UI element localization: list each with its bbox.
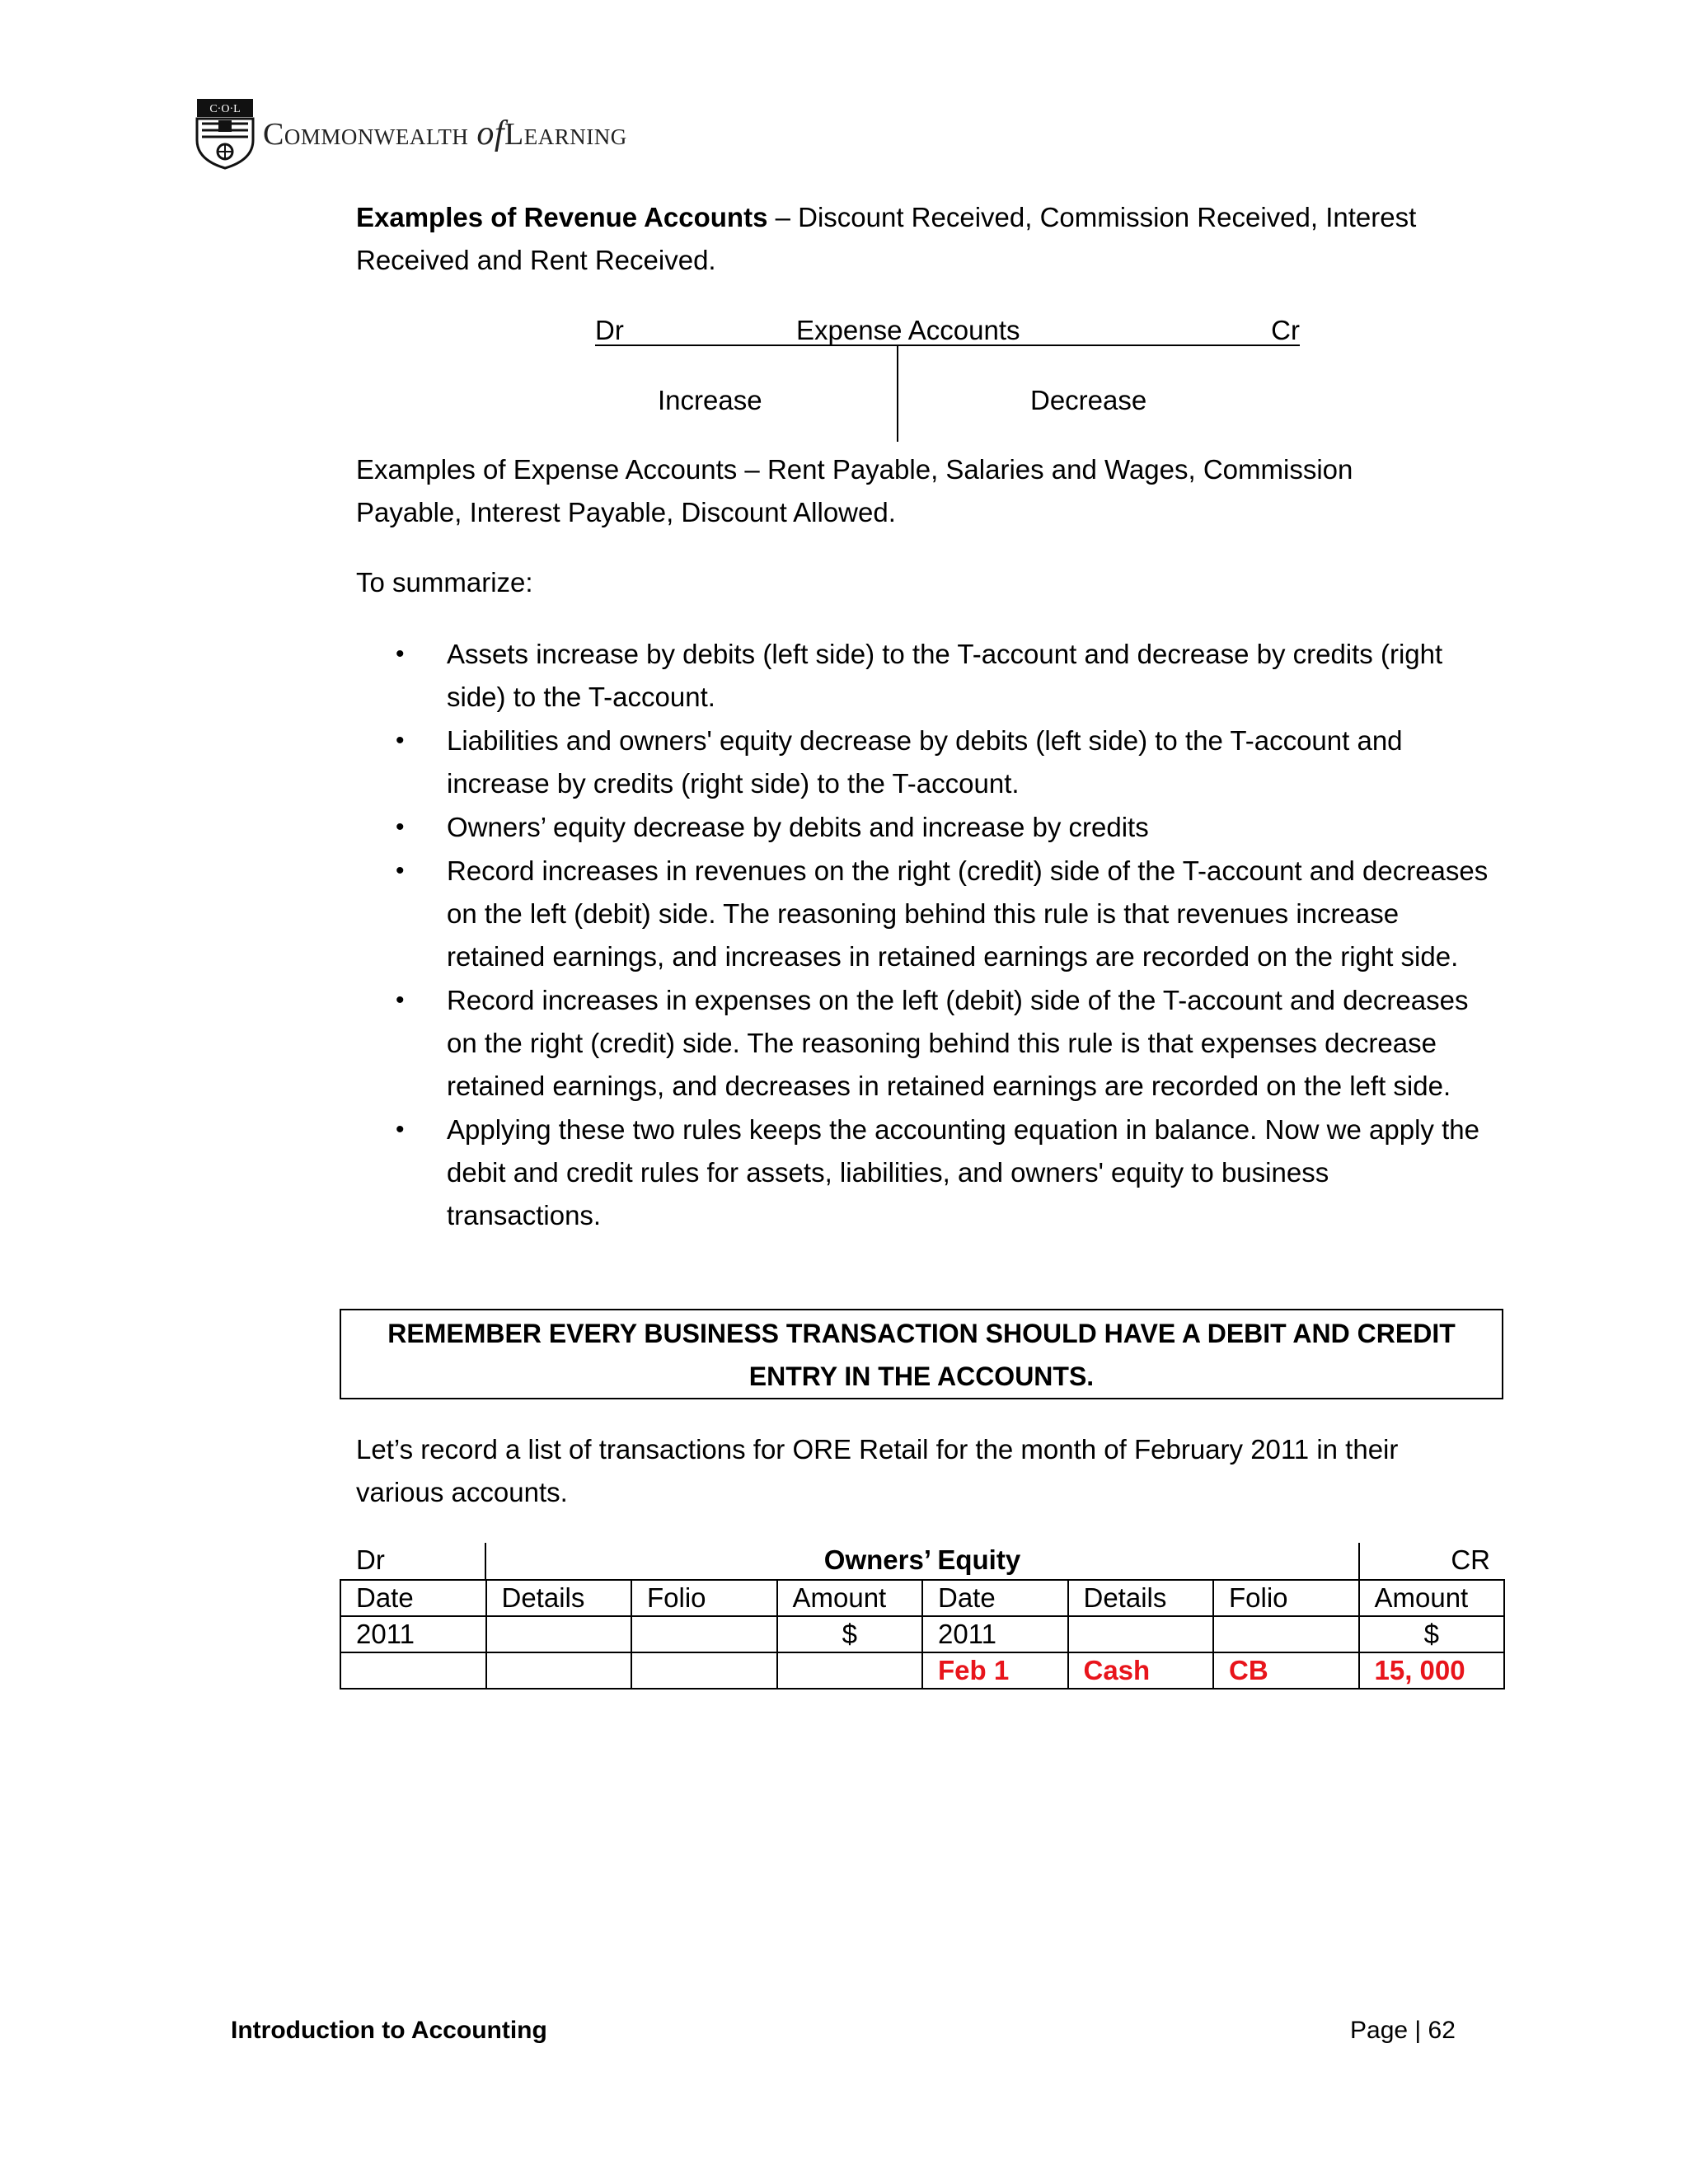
- t-account-title: Expense Accounts: [796, 315, 1020, 345]
- footer-course-title: Introduction to Accounting: [231, 2017, 547, 2044]
- table-cell: 2011: [922, 1616, 1068, 1652]
- column-header: Date: [340, 1580, 486, 1616]
- table-cell: [1213, 1616, 1359, 1652]
- list-item: • Assets increase by debits (left side) to the T-account and decrease by credits (right side) to the T-account.: [394, 633, 1490, 719]
- table-cell: [340, 1652, 486, 1689]
- ledger-dr: Dr: [356, 1544, 385, 1575]
- table-row: [340, 1652, 1504, 1689]
- summary-intro: To summarize:: [356, 567, 533, 598]
- table-cell: Feb 1: [922, 1652, 1068, 1689]
- table-cell: [1068, 1616, 1214, 1652]
- table-cell: [486, 1616, 632, 1652]
- revenue-examples-paragraph: [356, 196, 1428, 282]
- t-account-decrease: Decrease: [1030, 385, 1147, 415]
- column-header: Date: [922, 1580, 1068, 1616]
- column-header: Details: [486, 1580, 632, 1616]
- owners-equity-ledger: [340, 1543, 1505, 1690]
- expense-examples-paragraph: Examples of Expense Accounts – Rent Payable, Salaries and Wages, Commission Payable, Interest Payable, Discount Allowed.: [356, 454, 1353, 527]
- ledger-table: [340, 1579, 1505, 1690]
- logo-badge-text: C·O·L: [209, 103, 241, 115]
- list-item: • Liabilities and owners' equity decrease by debits (left side) to the T-account and increase by credits (right side) to the T-account.: [394, 719, 1490, 805]
- t-account-cr: Cr: [1271, 315, 1300, 345]
- list-item: • Owners’ equity decrease by debits and increase by credits: [394, 806, 1490, 849]
- table-cell: $: [1359, 1616, 1505, 1652]
- column-header: Amount: [777, 1580, 923, 1616]
- column-header: Folio: [631, 1580, 777, 1616]
- ledger-title: Owners’ Equity: [823, 1544, 1021, 1575]
- table-cell: [631, 1616, 777, 1652]
- revenue-examples-heading: Examples of Revenue Accounts: [356, 202, 768, 232]
- summary-bullet-list: [394, 633, 1490, 1238]
- list-item: • Record increases in revenues on the right (credit) side of the T-account and decreases on the left (debit) side. The reasoning behind this rule is that revenues increase retained earnings, and increases in retained earnings are recorded on the right side.: [394, 850, 1490, 978]
- logo-text-of: of: [476, 115, 505, 152]
- footer-page-number: Page | 62: [1350, 2017, 1456, 2044]
- table-cell: [486, 1652, 632, 1689]
- ledger-header-divider: [1358, 1543, 1360, 1581]
- table-cell: [777, 1652, 923, 1689]
- logo-text-1: Commonwealth: [263, 117, 469, 152]
- t-account-divider: [897, 346, 898, 442]
- column-header: Details: [1068, 1580, 1214, 1616]
- logo-text-2: Learning: [504, 117, 627, 152]
- ledger-cr: CR: [1451, 1544, 1490, 1575]
- table-cell: [631, 1652, 777, 1689]
- t-account-dr: Dr: [595, 315, 624, 345]
- table-cell: Cash: [1068, 1652, 1214, 1689]
- table-cell: $: [777, 1616, 923, 1652]
- table-cell: 15, 000: [1359, 1652, 1505, 1689]
- expense-t-account: [595, 312, 1300, 443]
- t-account-header: [595, 312, 1300, 346]
- revenue-examples-text: – Discount Received, Commission Received, Interest Received and Rent Received.: [356, 202, 1417, 275]
- ledger-header-divider: [485, 1543, 486, 1581]
- logo-wordmark: [263, 114, 627, 153]
- table-row: [340, 1616, 1504, 1652]
- column-header: Amount: [1359, 1580, 1505, 1616]
- t-account-increase: Increase: [658, 385, 762, 415]
- transactions-intro-paragraph: Let’s record a list of transactions for ORE Retail for the month of February 2011 in their various accounts.: [356, 1434, 1399, 1507]
- column-header: Folio: [1213, 1580, 1359, 1616]
- list-item: • Record increases in expenses on the left (debit) side of the T-account and decreases on the right (credit) side. The reasoning behind this rule is that expenses decrease retained earnings, and decreases in retained earnings are recorded on the left side.: [394, 979, 1490, 1108]
- shield-crest-icon: [195, 97, 255, 170]
- ledger-header: [340, 1543, 1505, 1579]
- table-cell: CB: [1213, 1652, 1359, 1689]
- table-cell: 2011: [340, 1616, 486, 1652]
- list-item: • Applying these two rules keeps the accounting equation in balance. Now we apply the debit and credit rules for assets, liabilities, and owners' equity to business transactions.: [394, 1108, 1490, 1237]
- col-logo: [195, 97, 627, 170]
- table-header-row: [340, 1580, 1504, 1616]
- remember-callout-box: REMEMBER EVERY BUSINESS TRANSACTION SHOULD HAVE A DEBIT AND CREDIT ENTRY IN THE ACCOUNTS.: [340, 1309, 1503, 1399]
